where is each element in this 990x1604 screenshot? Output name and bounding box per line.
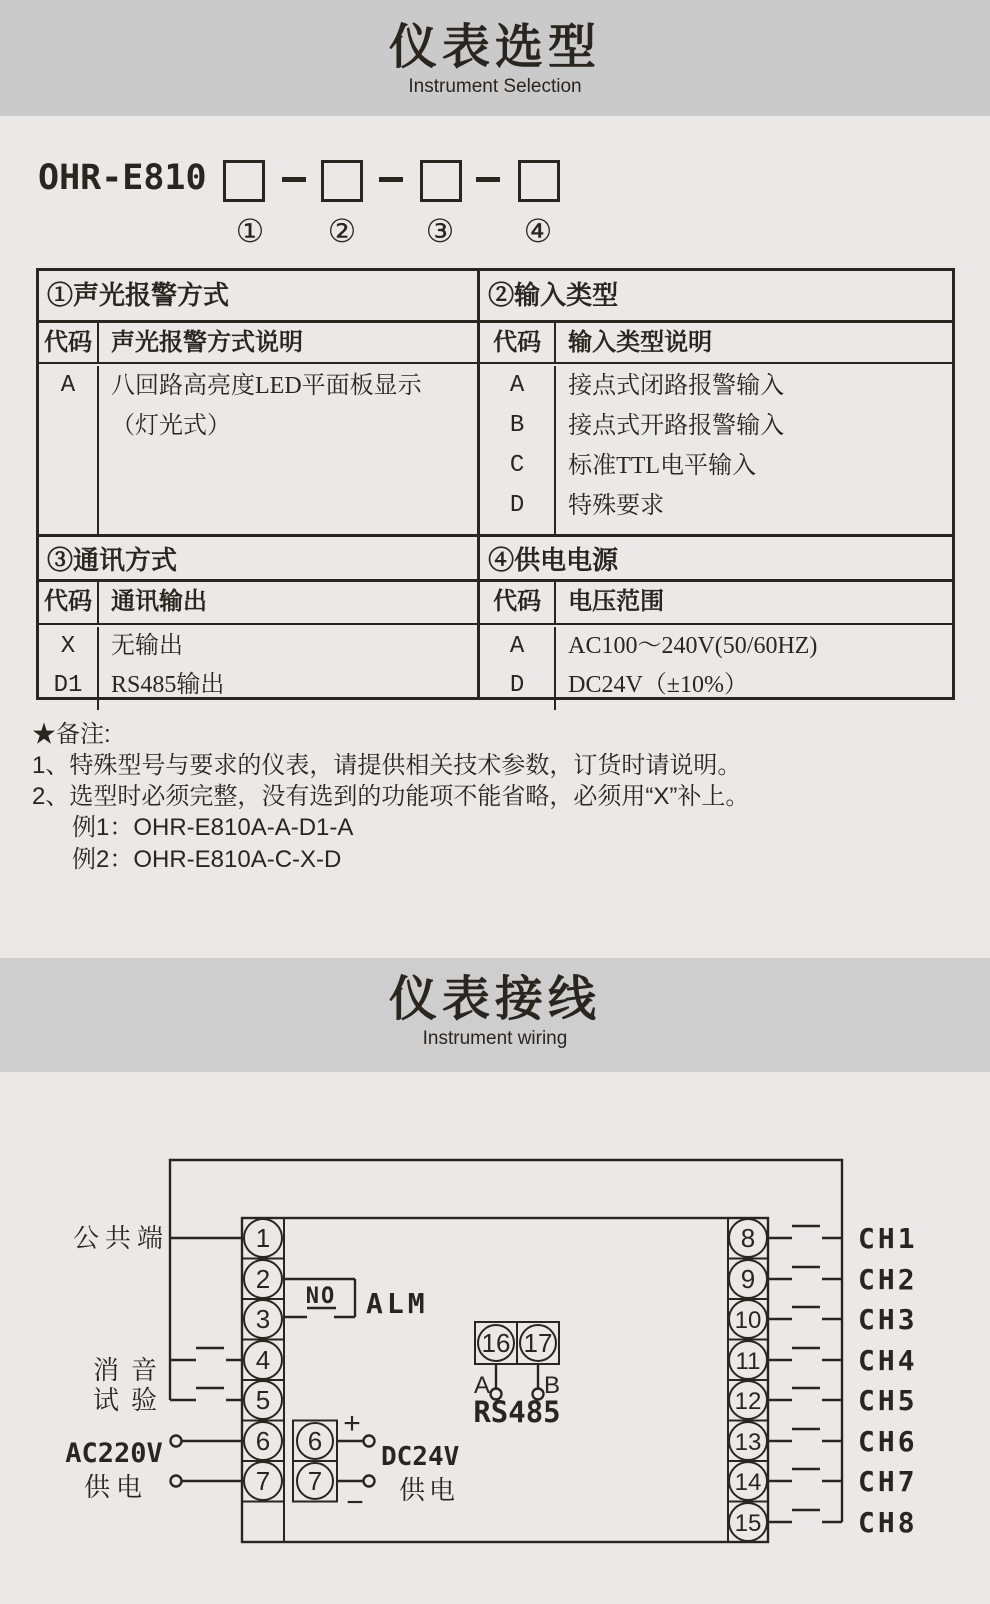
ch8-switch — [768, 1510, 842, 1522]
code-value: C — [509, 452, 525, 479]
note-line-2: 2、选型时必须完整，没有选到的功能项不能省略，必须用“X”补上。 — [32, 783, 750, 810]
ch1-switch — [768, 1226, 842, 1238]
ch3-label: CH3 — [858, 1303, 918, 1336]
column-header-code: 代码 — [480, 323, 556, 362]
terminal-5: 5 — [255, 1385, 271, 1415]
dc-plus-dot — [364, 1436, 375, 1447]
ch3-switch — [768, 1307, 842, 1319]
test-label: 试验 — [92, 1385, 170, 1415]
dc24v-label: DC24V — [381, 1442, 460, 1472]
ac220v-label: AC220V — [65, 1438, 163, 1469]
section-header: ②输入类型 — [480, 271, 952, 323]
model-slot-box-1 — [223, 160, 265, 202]
channel-labels — [858, 1222, 918, 1539]
desc-value: 特殊要求 — [568, 493, 665, 519]
code-value: D1 — [53, 672, 83, 699]
common-label: 公共端 — [72, 1223, 170, 1253]
wiring-subtitle: Instrument wiring — [422, 1028, 568, 1049]
dc-leads — [337, 1441, 363, 1481]
ch6-label: CH6 — [858, 1425, 918, 1458]
wiring-banner — [0, 958, 990, 1072]
column-header-desc: 通讯输出 — [111, 589, 207, 615]
desc-value: （灯光式） — [111, 413, 231, 439]
terminal-2: 2 — [255, 1264, 271, 1294]
ch7-switch — [768, 1469, 842, 1481]
desc-value: 接点式开路报警输入 — [568, 413, 785, 439]
rs485-b-label: B — [544, 1372, 561, 1399]
wiring-diagram — [0, 1072, 990, 1604]
column-header-desc: 输入类型说明 — [568, 330, 713, 356]
code-value: D — [509, 672, 525, 699]
terminal-4: 4 — [255, 1345, 271, 1375]
code-value: B — [509, 412, 525, 439]
ac-power-label: 供电 — [83, 1472, 149, 1502]
selection-title: 仪表选型 — [388, 21, 601, 74]
rs485-label: RS485 — [473, 1395, 561, 1429]
dc-power-label: 供电 — [399, 1475, 460, 1505]
test-switch — [170, 1388, 242, 1400]
terminal-6: 6 — [255, 1426, 271, 1456]
desc-value: RS485输出 — [111, 672, 225, 698]
desc-value: 接点式闭路报警输入 — [568, 373, 785, 399]
ac-lead-dot-2 — [171, 1476, 182, 1487]
note-example-2: 例2：OHR-E810A-C-X-D — [72, 845, 342, 873]
selection-subtitle: Instrument Selection — [408, 76, 582, 97]
section-header: ①声光报警方式 — [39, 271, 477, 323]
slot-number-1: ① — [235, 213, 265, 249]
model-prefix: OHR-E810 — [38, 158, 207, 198]
section-power-supply — [480, 534, 952, 710]
terminal-14: 14 — [734, 1469, 762, 1496]
slot-number-3: ③ — [425, 213, 455, 249]
dc-terminal-6: 6 — [307, 1426, 323, 1456]
model-slot-box-4 — [518, 160, 560, 202]
terminal-8: 8 — [740, 1223, 756, 1253]
terminal-13: 13 — [734, 1429, 762, 1456]
code-value: A — [60, 372, 76, 399]
minus-sign: − — [346, 1486, 364, 1519]
rs485-a-label: A — [473, 1372, 490, 1399]
code-value: A — [509, 633, 525, 660]
terminal-10: 10 — [734, 1307, 762, 1334]
terminal-12: 12 — [734, 1388, 762, 1415]
terminal-9: 9 — [740, 1264, 756, 1294]
rs485-leads — [496, 1364, 538, 1388]
ch5-switch — [768, 1388, 842, 1400]
no-contact-label: NO — [305, 1284, 337, 1309]
ch5-label: CH5 — [858, 1384, 918, 1417]
ch6-switch — [768, 1429, 842, 1441]
selection-banner — [0, 0, 990, 116]
terminal-15: 15 — [734, 1510, 762, 1537]
ch8-label: CH8 — [858, 1506, 918, 1539]
column-header-code: 代码 — [480, 582, 556, 623]
section-communication — [39, 534, 477, 710]
ch1-label: CH1 — [858, 1222, 918, 1255]
code-value: A — [509, 372, 525, 399]
terminal-17: 17 — [523, 1328, 553, 1358]
slot-dash-2 — [379, 177, 403, 182]
plus-sign: + — [343, 1407, 361, 1440]
terminal-7: 7 — [255, 1466, 271, 1496]
slot-number-4: ④ — [523, 213, 553, 249]
ch7-label: CH7 — [858, 1465, 918, 1498]
terminal-1: 1 — [255, 1223, 271, 1253]
desc-value: AC100～240V(50/60HZ) — [568, 633, 818, 659]
notes-title: ★备注: — [32, 721, 111, 748]
terminal-11: 11 — [735, 1348, 761, 1375]
section-input-type — [480, 271, 952, 534]
desc-value: 无输出 — [111, 633, 183, 659]
slot-number-2: ② — [327, 213, 357, 249]
model-slot-box-3 — [420, 160, 462, 202]
section-alarm-mode — [39, 271, 477, 534]
mute-switch — [170, 1348, 242, 1360]
selection-table — [36, 268, 955, 700]
section-header: ③通讯方式 — [39, 537, 477, 582]
desc-value: DC24V（±10%） — [568, 672, 748, 698]
terminal-numbers-left — [256, 1223, 270, 1496]
note-line-1: 1、特殊型号与要求的仪表，请提供相关技术参数，订货时请说明。 — [32, 752, 742, 779]
dc-terminal-7: 7 — [307, 1466, 323, 1496]
terminal-16: 16 — [481, 1328, 511, 1358]
dc-minus-dot — [364, 1476, 375, 1487]
wiring-title: 仪表接线 — [388, 973, 601, 1026]
ac-lead-dot-1 — [171, 1436, 182, 1447]
desc-value: 八回路高亮度LED平面板显示 — [111, 373, 422, 399]
column-header-desc: 声光报警方式说明 — [111, 330, 303, 356]
slot-dash-1 — [282, 177, 306, 182]
column-header-code: 代码 — [39, 582, 99, 623]
desc-value: 标准TTL电平输入 — [568, 453, 757, 479]
ch2-label: CH2 — [858, 1263, 918, 1296]
blank-terminal-cell — [242, 1502, 284, 1543]
code-value: D — [509, 492, 525, 519]
ch4-switch — [768, 1348, 842, 1360]
notes-block — [32, 719, 749, 875]
terminal-3: 3 — [255, 1304, 271, 1334]
mute-label: 消音 — [92, 1355, 170, 1385]
ch4-label: CH4 — [858, 1344, 918, 1377]
model-slot-box-2 — [321, 160, 363, 202]
column-header-desc: 电压范围 — [568, 589, 665, 615]
section-header: ④供电电源 — [480, 537, 952, 582]
column-header-code: 代码 — [39, 323, 99, 362]
code-value: X — [60, 633, 76, 660]
ch2-switch — [768, 1267, 842, 1279]
alm-label: ALM — [366, 1287, 429, 1320]
note-example-1: 例1：OHR-E810A-A-D1-A — [72, 814, 354, 841]
slot-dash-3 — [476, 177, 500, 182]
